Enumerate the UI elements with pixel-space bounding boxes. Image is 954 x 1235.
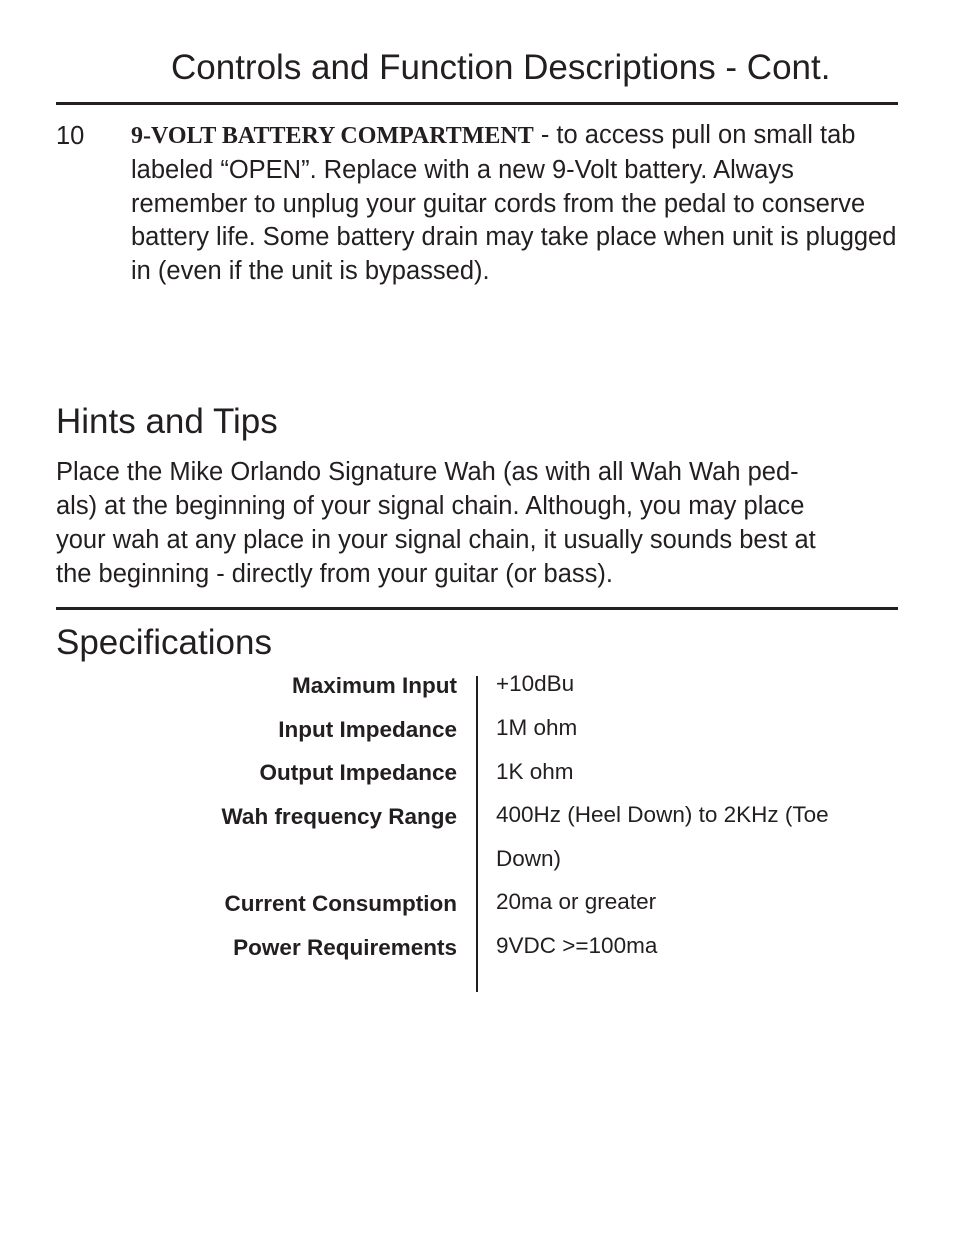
item-text: - to access pull on small tab labeled “OPEN”. Replace with a new 9-Volt battery. Always remember to unplug your guitar cords from the pedal to conserve battery life. Some battery drain may take place when unit is plugged in (even if the unit is bypassed).: [131, 121, 897, 286]
spec-value-output-impedance: 1K ohm: [496, 759, 574, 784]
spec-label-input-impedance: Input Impedance: [278, 717, 457, 742]
header-rule: [56, 102, 898, 105]
hints-body: [56, 455, 906, 591]
spec-label-wah-frequency-range: Wah frequency Range: [221, 804, 457, 829]
hints-line: your wah at any place in your signal chain, it usually sounds best at: [56, 526, 816, 554]
spec-label-power-requirements: Power Requirements: [233, 935, 457, 960]
section-rule: [56, 607, 898, 610]
spec-value-wah-frequency-range: 400Hz (Heel Down) to 2KHz (Toe Down): [496, 802, 829, 871]
spec-value-current-consumption: 20ma or greater: [496, 889, 657, 914]
spec-label-output-impedance: Output Impedance: [259, 760, 457, 785]
spec-value-maximum-input: +10dBu: [496, 671, 575, 696]
hints-title: Hints and Tips: [56, 402, 278, 441]
spec-value-power-requirements: 9VDC >=100ma: [496, 933, 658, 958]
spec-label-current-consumption: Current Consumption: [224, 891, 457, 916]
specs-title: Specifications: [56, 623, 272, 662]
hints-line: the beginning - directly from your guitar (or bass).: [56, 560, 613, 588]
hints-line: als) at the beginning of your signal chain. Although, you may place: [56, 492, 805, 520]
specs-divider: [476, 676, 478, 992]
page-title: Controls and Function Descriptions - Cont.: [171, 48, 831, 87]
spec-value-input-impedance: 1M ohm: [496, 715, 578, 740]
item-description: [131, 119, 911, 289]
item-heading: 9-VOLT BATTERY COMPARTMENT: [131, 123, 534, 149]
hints-line: Place the Mike Orlando Signature Wah (as with all Wah Wah ped-: [56, 458, 799, 486]
spec-label-maximum-input: Maximum Input: [291, 673, 457, 698]
item-number: 10: [56, 122, 85, 150]
